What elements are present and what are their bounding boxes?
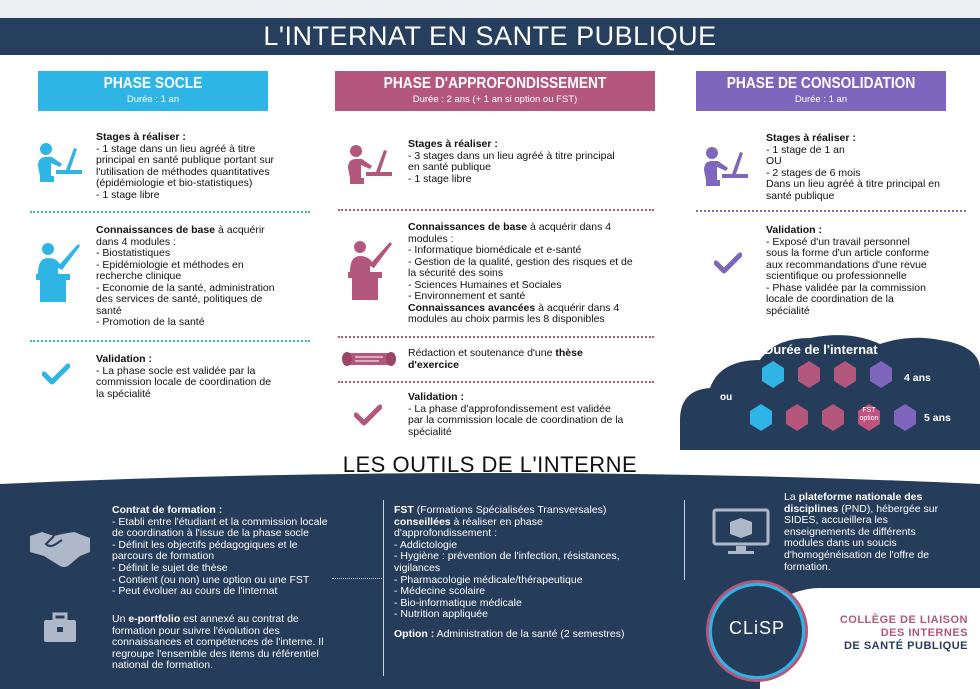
approfondissement-thesis <box>408 348 658 371</box>
socle-knowledge-line: santé <box>96 304 122 317</box>
pnd-section <box>784 492 974 573</box>
phase-approfondissement-header <box>335 71 655 111</box>
consolidation-stages-line: - 1 stage de 1 an <box>766 143 845 156</box>
approfondissement-advanced-rest: à acquérir dans 4 <box>535 301 620 314</box>
pnd-line: SIDES, accueillera les <box>784 514 888 527</box>
briefcase-icon <box>42 612 78 644</box>
pnd-bold-1: plateforme nationale des <box>798 491 923 503</box>
contract-title: Contrat de formation : <box>112 504 223 516</box>
pnd-line: formation. <box>784 560 831 573</box>
eportfolio-section <box>112 614 372 672</box>
socle-stages-title: Stages à réaliser : <box>96 131 186 143</box>
fst-rest-2: à réaliser en phase <box>450 515 543 528</box>
contract-section <box>112 505 372 598</box>
approfondissement-validation-line: par la commission locale de coordination de la <box>408 414 624 426</box>
socle-validation <box>96 354 316 400</box>
tools-title: LES OUTILS DE L'INTERNE <box>342 452 638 477</box>
socle-knowledge-line: recherche clinique <box>96 270 182 282</box>
fst-line: - Bio-informatique médicale <box>394 596 522 609</box>
handshake-icon <box>28 526 92 570</box>
approfondissement-stages-line: - 1 stage libre <box>408 172 472 185</box>
fst-line: - Hygiène : prévention de l'infection, résistances, <box>394 550 620 563</box>
contract-line: parcours de formation <box>112 550 215 563</box>
approfondissement-knowledge-line: la sécurité des soins <box>408 267 504 279</box>
consolidation-stages-line: OU <box>766 155 782 167</box>
consolidation-stages-line: - 2 stages de 6 mois <box>766 166 861 179</box>
duration-title: Durée de l'internat <box>764 342 878 357</box>
fst-line: - Pharmacologie médicale/thérapeutique <box>394 573 583 586</box>
phase-socle-duration: Durée : 1 an <box>126 94 180 105</box>
eportfolio-pre: Un <box>112 613 129 625</box>
approfondissement-validation-line: spécialité <box>408 425 452 438</box>
socle-stages-line: - 1 stage libre <box>96 188 160 201</box>
duration-4-years: 4 ans <box>904 372 931 384</box>
checkmark-icon <box>714 252 742 274</box>
phase-socle-header <box>38 71 268 111</box>
option-bold: Option : <box>394 627 435 640</box>
approfondissement-knowledge-rest: à acquérir dans 4 <box>527 221 612 233</box>
checkmark-icon <box>42 363 70 385</box>
socle-knowledge-line: - Biostatistiques <box>96 247 171 259</box>
fst-line: vigilances <box>394 561 441 574</box>
phase-socle-title: PHASE SOCLE <box>103 75 203 92</box>
college-name-line: COLLÈGE DE LIAISON <box>839 614 968 626</box>
contract-line: - Etabli entre l'étudiant et la commission locale <box>112 515 328 528</box>
consolidation-validation-line: scientifique ou professionnelle <box>766 270 907 282</box>
clisp-logo-mark: CLiSP <box>728 618 786 638</box>
eportfolio-line: connaissances et compétences de l'interne. Il <box>112 636 324 649</box>
consolidation-validation-line: spécialité <box>766 304 810 317</box>
consolidation-validation-line: - Phase validée par la commission <box>766 281 926 294</box>
socle-stages <box>96 132 316 201</box>
socle-validation-title: Validation : <box>96 353 153 365</box>
teacher-at-lectern-icon <box>346 238 398 302</box>
duration-panel <box>680 330 980 450</box>
approfondissement-knowledge-line: - Environnement et santé <box>408 290 526 302</box>
socle-knowledge-rest: à acquérir <box>215 224 265 236</box>
column-divider <box>684 500 685 580</box>
pnd-line: d'homogénéisation de l'offre de <box>784 548 930 561</box>
diploma-scroll-icon <box>341 348 397 370</box>
pnd-line: enseignements de différents <box>784 525 916 538</box>
phase-consolidation-header <box>696 71 946 111</box>
fst-rest: (Formations Spécialisées Transversales) <box>413 504 607 516</box>
approfondissement-stages-title: Stages à réaliser : <box>408 138 498 150</box>
option-label: option <box>859 415 879 422</box>
fst-line: d'approfondissement : <box>394 527 497 540</box>
connector-line <box>332 578 382 579</box>
approfondissement-knowledge-line: - Gestion de la qualité, gestion des risques et de <box>408 255 633 268</box>
option-rest: Administration de la santé (2 semestres) <box>434 627 625 640</box>
approfondissement-validation-title: Validation : <box>408 391 465 403</box>
fst-option-label <box>854 407 884 423</box>
divider <box>338 336 654 338</box>
approfondissement-knowledge <box>408 222 658 326</box>
divider <box>30 211 310 213</box>
fst-line: - Médecine scolaire <box>394 585 486 598</box>
consolidation-validation <box>766 225 976 317</box>
divider <box>696 210 966 212</box>
pnd-line: modules dans un soucis <box>784 537 897 550</box>
contract-line: - Définit les objectifs pédagogiques et le <box>112 538 298 551</box>
eportfolio-bold: e-portfolio <box>128 613 181 625</box>
duration-5-years: 5 ans <box>924 412 951 424</box>
approfondissement-advanced-title: Connaissances avancées <box>408 301 536 314</box>
phase-approfondissement-title: PHASE D'APPROFONDISSEMENT <box>383 75 607 92</box>
college-name-line: DE SANTÉ PUBLIQUE <box>843 640 968 652</box>
approfondissement-knowledge-title: Connaissances de base <box>408 221 528 233</box>
teacher-at-lectern-icon <box>34 240 86 304</box>
person-at-desk-icon <box>36 140 84 184</box>
monitor-book-icon <box>712 508 770 556</box>
pnd-rest-2: (PND), hébergée sur <box>838 502 939 515</box>
divider <box>338 381 654 383</box>
consolidation-stages-line: santé publique <box>766 189 835 202</box>
clisp-logo-circle <box>712 586 802 676</box>
college-name <box>808 614 968 653</box>
checkmark-icon <box>354 404 382 426</box>
column-divider <box>383 500 384 676</box>
approfondissement-stages-line: - 3 stages dans un lieu agréé à titre principal <box>408 149 615 162</box>
socle-knowledge-line: - Economie de la santé, administration <box>96 281 275 294</box>
socle-knowledge-line: - Epidémiologie et méthodes en <box>96 258 244 271</box>
consolidation-validation-title: Validation : <box>766 224 823 236</box>
consolidation-validation-line: aux recommandations d'une revue <box>766 258 927 271</box>
top-band <box>0 0 980 18</box>
phase-consolidation-title: PHASE DE CONSOLIDATION <box>726 75 916 92</box>
thesis-text: Rédaction et soutenance d'une <box>408 347 556 359</box>
socle-knowledge-line: des services de santé, politiques de <box>96 293 263 305</box>
approfondissement-knowledge-line: - Sciences Humaines et Sociales <box>408 278 562 291</box>
consolidation-stages-title: Stages à réaliser : <box>766 132 856 144</box>
consolidation-validation-line: sous la forme d'un article conforme <box>766 247 930 259</box>
divider <box>30 340 310 342</box>
pnd-bold-2: disciplines <box>784 502 839 515</box>
college-name-line: DES INTERNES <box>880 627 968 639</box>
contract-line: - Peut évoluer au cours de l'internat <box>112 585 278 598</box>
socle-stages-line: (épidémiologie et bio-statistiques) <box>96 177 253 189</box>
person-at-desk-icon <box>346 142 394 186</box>
fst-bold: FST <box>394 504 414 516</box>
contract-line: - Définit le sujet de thèse <box>112 561 228 574</box>
duration-or: ou <box>720 392 733 403</box>
fst-line: - Nutrition appliquée <box>394 608 488 621</box>
approfondissement-validation <box>408 392 658 438</box>
socle-stages-line: - 1 stage dans un lieu agréé à titre <box>96 142 256 155</box>
socle-knowledge-line: dans 4 modules : <box>96 235 176 248</box>
approfondissement-stages <box>408 139 658 185</box>
fst-bold-2: conseillées <box>394 515 451 528</box>
socle-validation-line: la spécialité <box>96 387 151 400</box>
eportfolio-rest: est annexé au contrat de <box>180 613 299 625</box>
approfondissement-knowledge-line: - Informatique biomédicale et e-santé <box>408 244 582 256</box>
thesis-bold: thèse <box>555 347 583 359</box>
consolidation-stages-line: Dans un lieu agréé à titre principal en <box>766 178 940 190</box>
eportfolio-line: formation pour suivre l'évolution des <box>112 624 280 637</box>
page-title: L'INTERNAT EN SANTE PUBLIQUE <box>0 18 980 55</box>
approfondissement-validation-line: - La phase d'approfondissement est validée <box>408 402 611 415</box>
fst-section <box>394 505 664 641</box>
socle-knowledge <box>96 225 316 329</box>
socle-stages-line: principal en santé publique portant sur <box>96 154 275 166</box>
thesis-bold-2: d'exercice <box>408 358 459 371</box>
phase-approfondissement-duration: Durée : 2 ans (+ 1 an si option ou FST) <box>412 94 578 105</box>
approfondissement-stages-line: en santé publique <box>408 161 491 173</box>
socle-stages-line: l'utilisation de méthodes quantitatives <box>96 165 270 178</box>
fst-label: FST <box>862 407 876 414</box>
consolidation-stages <box>766 133 976 202</box>
approfondissement-advanced-line: modules au choix parmis les 8 disponibles <box>408 313 605 325</box>
consolidation-validation-line: locale de coordination de la <box>766 293 894 305</box>
socle-knowledge-line: - Promotion de la santé <box>96 316 205 328</box>
socle-knowledge-title: Connaissances de base <box>96 224 216 236</box>
fst-line: - Addictologie <box>394 538 458 551</box>
eportfolio-line: regroupe l'ensemble des items du référentiel <box>112 647 319 660</box>
contract-line: - Contient (ou non) une option ou une FST <box>112 573 310 586</box>
consolidation-validation-line: - Exposé d'un travail personnel <box>766 235 910 248</box>
pnd-pre: La <box>784 491 799 503</box>
approfondissement-knowledge-line: modules : <box>408 232 454 245</box>
contract-line: de coordination à l'issue de la phase socle <box>112 527 309 540</box>
phase-consolidation-duration: Durée : 1 an <box>794 94 848 105</box>
person-at-desk-icon <box>702 144 750 188</box>
socle-validation-line: commission locale de coordination de <box>96 376 272 388</box>
divider <box>338 209 654 211</box>
eportfolio-line: national de formation. <box>112 659 213 672</box>
socle-validation-line: - La phase socle est validée par la <box>96 364 256 377</box>
